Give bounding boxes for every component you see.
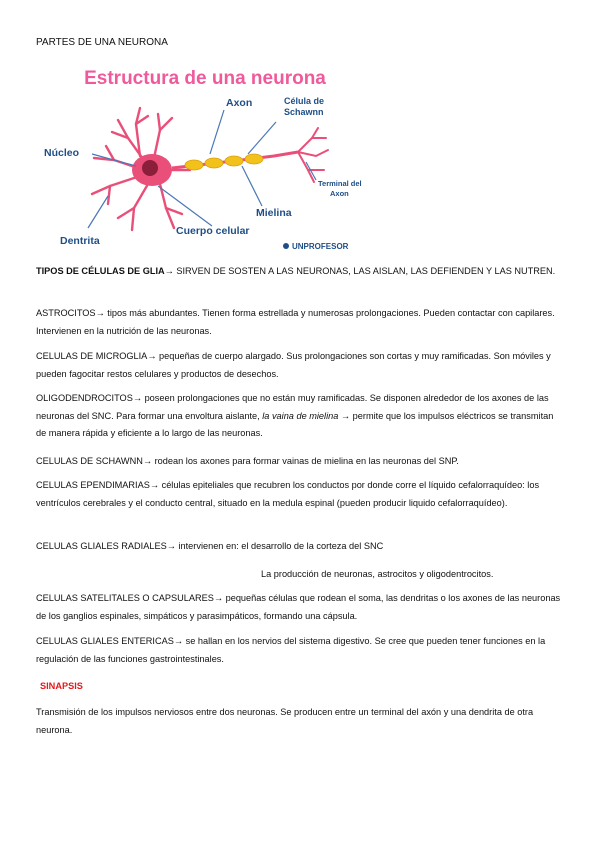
brand-logo (283, 242, 349, 251)
microglia-term: CELULAS DE MICROGLIA (36, 351, 148, 361)
microglia-text: pequeñas de cuerpo alargado. Sus prolongaciones son cortas y muy ramificadas. Son móviles y pueden fagocitar restos celulares y productos de desechos. (36, 351, 551, 379)
oligodendrocitos-term: OLIGODENDROCITOS (36, 393, 133, 403)
entericas-term: CELULAS GLIALES ENTERICAS (36, 636, 174, 646)
label-nucleo: Núcleo (44, 147, 80, 159)
ependimarias-text: células epiteliales que recubren los conductos por donde corre el líquido cefalorraquídeo: los ventrículos cerebrales y el conducto central, situado en la medula espinal (pueden producir liquido cefalorraquídeo). (36, 480, 540, 508)
arrow: → (166, 541, 176, 551)
ependimarias-paragraph (36, 477, 564, 512)
arrow: → (142, 456, 153, 466)
oligodendrocitos-paragraph (36, 390, 564, 443)
entericas-paragraph (36, 633, 564, 668)
sinapsis-title: SINAPSIS (40, 681, 83, 691)
label-schwann-2: Schawnn (284, 107, 324, 117)
astrocitos-text: tipos más abundantes. Tienen forma estrellada y numerosas prolongaciones. Pueden contactar con capilares. Intervienen en la nutrición de las neuronas. (36, 308, 555, 336)
arrow: → (95, 308, 105, 318)
label-dentrita: Dentrita (60, 235, 100, 247)
label-terminal-1: Terminal del (318, 179, 362, 188)
satelitales-term: CELULAS SATELITALES O CAPSULARES (36, 593, 214, 603)
arrow: → (173, 636, 184, 646)
oligodendrocitos-text-b: permite que los impulsos eléctricos se transmitan de manera rápida y eficiente a lo largo de las neuronas. (36, 410, 554, 438)
label-cuerpo-celular: Cuerpo celular (176, 225, 250, 237)
satelitales-text: pequeñas células que rodean el soma, las dendritas o los axones de las neuronas de los ganglios espinales, simpáticos y parasimpáticos, formando una cápsula. (36, 593, 561, 621)
neuron-diagram (36, 58, 374, 254)
label-mielina: Mielina (256, 207, 292, 219)
nucleus (142, 160, 158, 176)
astrocitos-term: ASTROCITOS (36, 308, 96, 318)
arrow: → (132, 393, 143, 403)
glia-types-paragraph (36, 263, 564, 281)
label-schwann-1: Célula de (284, 96, 325, 106)
page-heading: PARTES DE UNA NEURONA (36, 37, 168, 48)
neuron-figure (36, 58, 374, 254)
radiales-text: intervienen en: el desarrollo de la corteza del SNC (175, 541, 384, 551)
schawnn-text: rodean los axones para formar vainas de mielina en las neuronas del SNP. (152, 456, 459, 466)
ependimarias-term: CELULAS EPENDIMARIAS (36, 480, 150, 490)
arrow: → (164, 266, 174, 276)
entericas-text: se hallan en los nervios del sistema digestivo. Se cree que pueden tener funciones en la regulación de las funciones gastrointestinales. (36, 636, 546, 664)
arrow: → (149, 480, 160, 490)
microglia-paragraph (36, 348, 564, 383)
schawnn-term: CELULAS DE SCHAWNN (36, 456, 143, 466)
glia-types-text: SIRVEN DE SOSTEN A LAS NEURONAS, LAS AISLAN, LAS DEFIENDEN Y LAS NUTREN. (173, 266, 556, 276)
astrocitos-paragraph (36, 305, 564, 340)
sinapsis-paragraph: Transmisión de los impulsos nerviosos entre dos neuronas. Se producen entre un terminal del axón y una dendrita de otra neurona. (36, 707, 534, 735)
vaina-mielina-italic: la vaina de mielina (262, 410, 339, 421)
arrow: → (147, 351, 157, 361)
satelitales-paragraph (36, 590, 564, 625)
schawnn-paragraph (36, 453, 564, 471)
label-terminal-2: Axon (330, 189, 349, 198)
arrow: → (338, 410, 351, 421)
oligodendrocitos-text-a: poseen prolongaciones que no están muy ramificadas. Se disponen alrededor de los axones de las neuronas del SNC. Para formar una envoltura aislante, (36, 393, 549, 421)
arrow: → (213, 593, 224, 603)
figure-title: Estructura de una neurona (84, 68, 326, 89)
radiales-term: CELULAS GLIALES RADIALES (36, 541, 167, 551)
label-axon: Axon (226, 97, 253, 109)
glia-types-title: TIPOS DE CÉLULAS DE GLIA (36, 266, 165, 276)
radiales-paragraph (36, 538, 564, 556)
radiales-line-2: La producción de neuronas, astrocitos y oligodentrocitos. (261, 569, 494, 579)
brand-text: UNPROFESOR (292, 242, 349, 251)
